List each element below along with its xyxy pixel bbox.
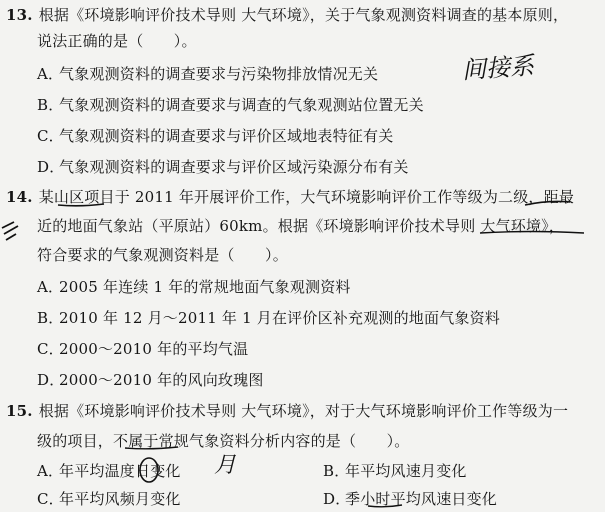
- question-14-stem-line-1: [6, 188, 574, 207]
- handwritten-note-q13: 间接系: [461, 51, 535, 85]
- question-13-stem-line-2: 说法正确的是（ ）。: [37, 32, 197, 50]
- question-14-option-b: B．2010 年 12 月～2011 年 1 月在评价区补充观测的地面气象资料: [37, 309, 500, 327]
- question-14-option-d: D．2000～2010 年的风向玫瑰图: [37, 371, 264, 389]
- question-13-stem-text-1: 根据《环境影响评价技术导则 大气环境》，关于气象观测资料调查的基本原则，: [38, 6, 569, 24]
- question-14-option-a: A．2005 年连续 1 年的常规地面气象观测资料: [37, 278, 351, 296]
- question-14-number: 14.: [6, 188, 33, 206]
- question-13-option-d: D．气象观测资料的调查要求与评价区域污染源分布有关: [37, 158, 409, 176]
- handwritten-note-q15: 月: [214, 453, 237, 478]
- question-13-option-a: A．气象观测资料的调查要求与污染物排放情况无关: [37, 65, 379, 83]
- question-15-option-c: C．年平均风频月变化: [37, 490, 181, 508]
- question-14-option-c: C．2000～2010 年的平均气温: [37, 340, 249, 358]
- question-15-stem-line-1: [6, 402, 568, 421]
- question-14-stem-line-3: 符合要求的气象观测资料是（ ）。: [37, 246, 288, 264]
- question-14-stem-text-1: 某山区项目于 2011 年开展评价工作，大气环境影响评价工作等级为二级，距最: [38, 188, 575, 206]
- question-13-stem-line-1: [6, 6, 568, 25]
- question-14-stem-line-2: 近的地面气象站（平原站）60km。根据《环境影响评价技术导则 大气环境》，: [37, 217, 565, 235]
- question-15-number: 15.: [6, 402, 33, 420]
- question-15-stem-text-1: 根据《环境影响评价技术导则 大气环境》，对于大气环境影响评价工作等级为一: [38, 402, 569, 420]
- question-15-option-a: A．年平均温度日变化: [37, 462, 181, 480]
- question-15-stem-line-2: 级的项目，不属于常规气象资料分析内容的是（ ）。: [37, 432, 410, 450]
- question-13-number: 13.: [6, 6, 33, 24]
- question-15-option-d: D．季小时平均风速日变化: [323, 490, 498, 508]
- question-13-option-c: C．气象观测资料的调查要求与评价区域地表特征有关: [37, 127, 394, 145]
- question-13-option-b: B．气象观测资料的调查要求与调查的气象观测站位置无关: [37, 96, 424, 114]
- question-15-option-b: B．年平均风速月变化: [323, 462, 467, 480]
- margin-scribble-mark: [2, 222, 18, 240]
